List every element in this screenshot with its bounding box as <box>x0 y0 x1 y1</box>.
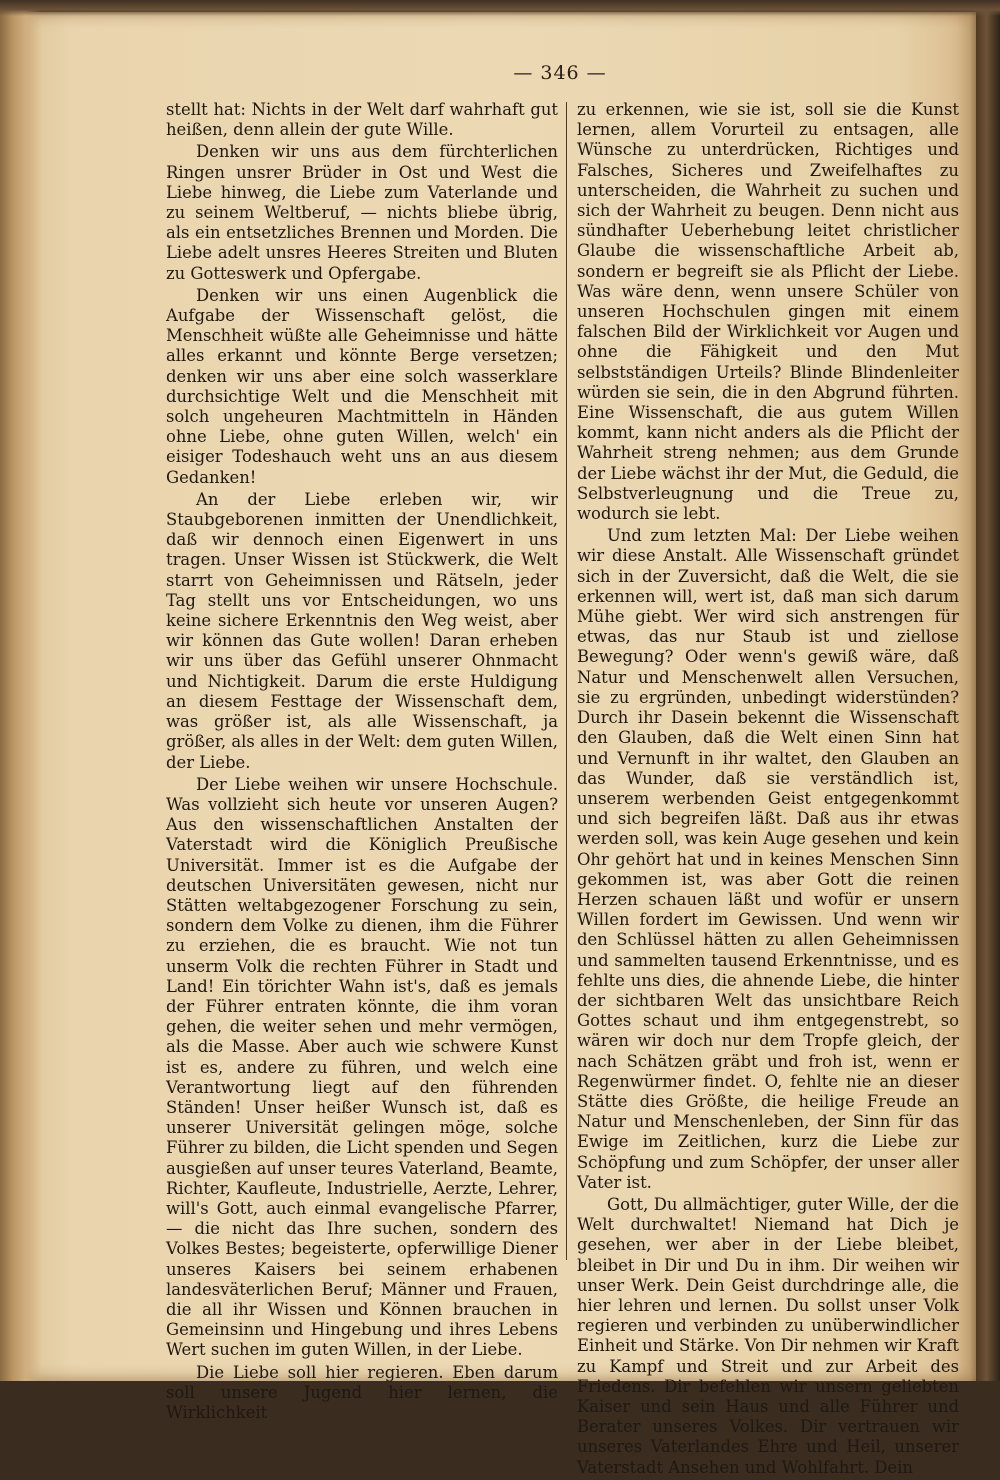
paragraph: stellt hat: Nichts in der Welt darf wahrhaft gut heißen, denn allein der gute Wille. <box>166 100 558 140</box>
column-divider <box>566 102 567 1260</box>
page-top-edge <box>0 0 1000 16</box>
paragraph: Die Liebe soll hier regieren. Eben darum soll unsere Jugend hier lernen, die Wirklichkeit <box>166 1362 558 1422</box>
text-column-right <box>577 100 959 1480</box>
book-spine-shadow <box>970 0 1000 1381</box>
paragraph: Gott, Du allmächtiger, guter Wille, der die Welt durchwaltet! Niemand hat Dich je gesehen, wer aber in der Liebe bleibet, bleibet in Dir und Du in ihm. Dir weihen wir unser Werk. Dein Geist durchdringe alle, die hier lehren und lernen. Du sollst unser Volk regieren und verbinden zu unüberwindlicher Einheit und Stärke. Von Dir nehmen wir Kraft zu Kampf und Streit und zur Arbeit des Friedens. Dir befehlen wir unsern geliebten Kaiser und sein Haus und alle Führer und Berater unseres Volkes. Dir vertrauen wir unseres Vaterlandes Ehre und Heil, unserer Vaterstadt Ansehen und Wohlfahrt. Dein <box>577 1194 959 1477</box>
paragraph: Denken wir uns aus dem fürchterlichen Ringen unsrer Brüder in Ost und West die Liebe hinweg, die Liebe zum Vaterlande und zu seinem Weltberuf, — nichts bliebe übrig, als ein entsetzliches Brennen und Morden. Die Liebe adelt unsres Heeres Streiten und Bluten zu Gotteswerk und Opfergabe. <box>166 142 558 283</box>
paragraph: zu erkennen, wie sie ist, soll sie die Kunst lernen, allem Vorurteil zu entsagen, alle Wünsche zu unterdrücken, Richtiges und Falsches, Sicheres und Zweifelhaftes zu unterscheiden, die Wahrheit zu suchen und sich der Wahrheit zu beugen. Denn nicht aus sündhafter Ueberhebung leitet christlicher Glaube die wissenschaftliche Arbeit ab, sondern er begreift sie als Pflicht der Liebe. Was wäre denn, wenn unsere Schüler von unseren Hochschulen gingen mit einem falschen Bild der Wirklichkeit vor Augen und ohne die Fähigkeit und den Mut selbstständigen Urteils? Blinde Blindenleiter würden sie sein, die in den Abgrund führten. Eine Wissenschaft, die aus gutem Willen kommt, kann nicht anders als die Pflicht der Wahrheit streng nehmen; aus dem Grunde der Liebe wächst ihr der Mut, die Geduld, die Selbstverleugnung und die Treue zu, wodurch sie lebt. <box>577 100 959 524</box>
paragraph: Und zum letzten Mal: Der Liebe weihen wir diese Anstalt. Alle Wissenschaft gründet sich in der Zuversicht, daß die Welt, die sie erkennen will, wert ist, daß man sich darum Mühe giebt. Wer wird sich anstrengen für etwas, das nur Staub ist und ziellose Bewegung? Oder wenn's gewiß wäre, daß Natur und Menschenwelt allen Versuchen, sie zu ergründen, unbedingt widerstünden? Durch ihr Dasein bekennt die Wissenschaft den Glauben, daß die Welt einen Sinn hat und Vernunft in ihr waltet, den Glauben an das Wunder, daß sie verständlich ist, unserem werbenden Geist entgegenkommt und sich begreifen läßt. Daß aus ihr etwas werden soll, was kein Auge gesehen und kein Ohr gehört hat und in keines Menschen Sinn gekommen ist, was aber Gott die reinen Herzen schauen läßt und wofür er unsern Willen fordert im Gewissen. Und wenn wir den Schlüssel hätten zu allen Geheimnissen und sammelten tausend Erkenntnisse, und es fehlte uns dies, die ahnende Liebe, die hinter der sichtbaren Welt das unsichtbare Reich Gottes schaut und ihm entgegenstrebt, so wären wir doch nur dem Tropfe gleich, der nach Schätzen gräbt und froh ist, wenn er Regenwürmer findet. O, fehlte nie an dieser Stätte dies Größte, die heilige Freude an Natur und Menschenleben, der Sinn für das Ewige im Zeitlichen, kurz die Liebe zur Schöpfung und zum Schöpfer, der unser aller Vater ist. <box>577 526 959 1192</box>
page-number: — 346 — <box>513 62 607 84</box>
paragraph: An der Liebe erleben wir, wir Staubgeborenen inmitten der Unendlichkeit, daß wir dennoch einen Eigenwert in uns tragen. Unser Wissen ist Stückwerk, die Welt starrt von Geheimnissen und Rätseln, jeder Tag stellt uns vor Entscheidungen, wo uns keine sichere Erkenntnis den Weg weist, aber wir können das Gute wollen! Daran erheben wir uns über das Gefühl unserer Ohnmacht und Nichtigkeit. Darum die erste Huldigung an diesem Festtage der Wissenschaft dem, was größer ist, als alle Wissenschaft, ja größer, als alles in der Welt: dem guten Willen, der Liebe. <box>166 489 558 772</box>
paragraph: Denken wir uns einen Augenblick die Aufgabe der Wissenschaft gelöst, die Menschheit wüßte alle Geheimnisse und hätte alles erkannt und könnte Berge versetzen; denken wir uns aber eine solch wasserklare durchsichtige Welt und die Menschheit mit solch ungeheuren Machtmitteln in Händen ohne Liebe, ohne guten Willen, welch' ein eisiger Todeshauch weht uns an aus diesem Gedanken! <box>166 285 558 487</box>
text-column-left <box>166 100 558 1425</box>
page-stack-left-edge <box>0 0 42 1381</box>
paragraph: Der Liebe weihen wir unsere Hochschule. Was vollzieht sich heute vor unseren Augen? Aus den wissenschaftlichen Anstalten der Vaterstadt wird die Königlich Preußische Universität. Immer ist es die Aufgabe der deutschen Universitäten gewesen, nicht nur Stätten weltabgezogener Forschung zu sein, sondern dem Volke zu dienen, ihm die Führer zu erziehen, die es braucht. Wie not tun unserm Volk die rechten Führer in Stadt und Land! Ein törichter Wahn ist's, daß es jemals der Führer entraten könnte, die ihm voran gehen, die weiter sehen und mehr vermögen, als die Masse. Aber auch wie schwere Kunst ist es, andere zu führen, und welch eine Verantwortung liegt auf den führenden Ständen! Unser heißer Wunsch ist, daß es unserer Universität gelingen möge, solche Führer zu bilden, die Licht spenden und Segen ausgießen auf unser teures Vaterland, Beamte, Richter, Kaufleute, Industrielle, Aerzte, Lehrer, will's Gott, auch einmal evangelische Pfarrer, — die nicht das Ihre suchen, sondern des Volkes Bestes; begeisterte, opferwillige Diener unseres Kaisers bei seinem erhabenen landesväterlichen Beruf; Männer und Frauen, die all ihr Wissen und Können brauchen in Gemeinsinn und Hingebung und ihres Lebens Wert suchen im guten Willen, in der Liebe. <box>166 774 558 1360</box>
